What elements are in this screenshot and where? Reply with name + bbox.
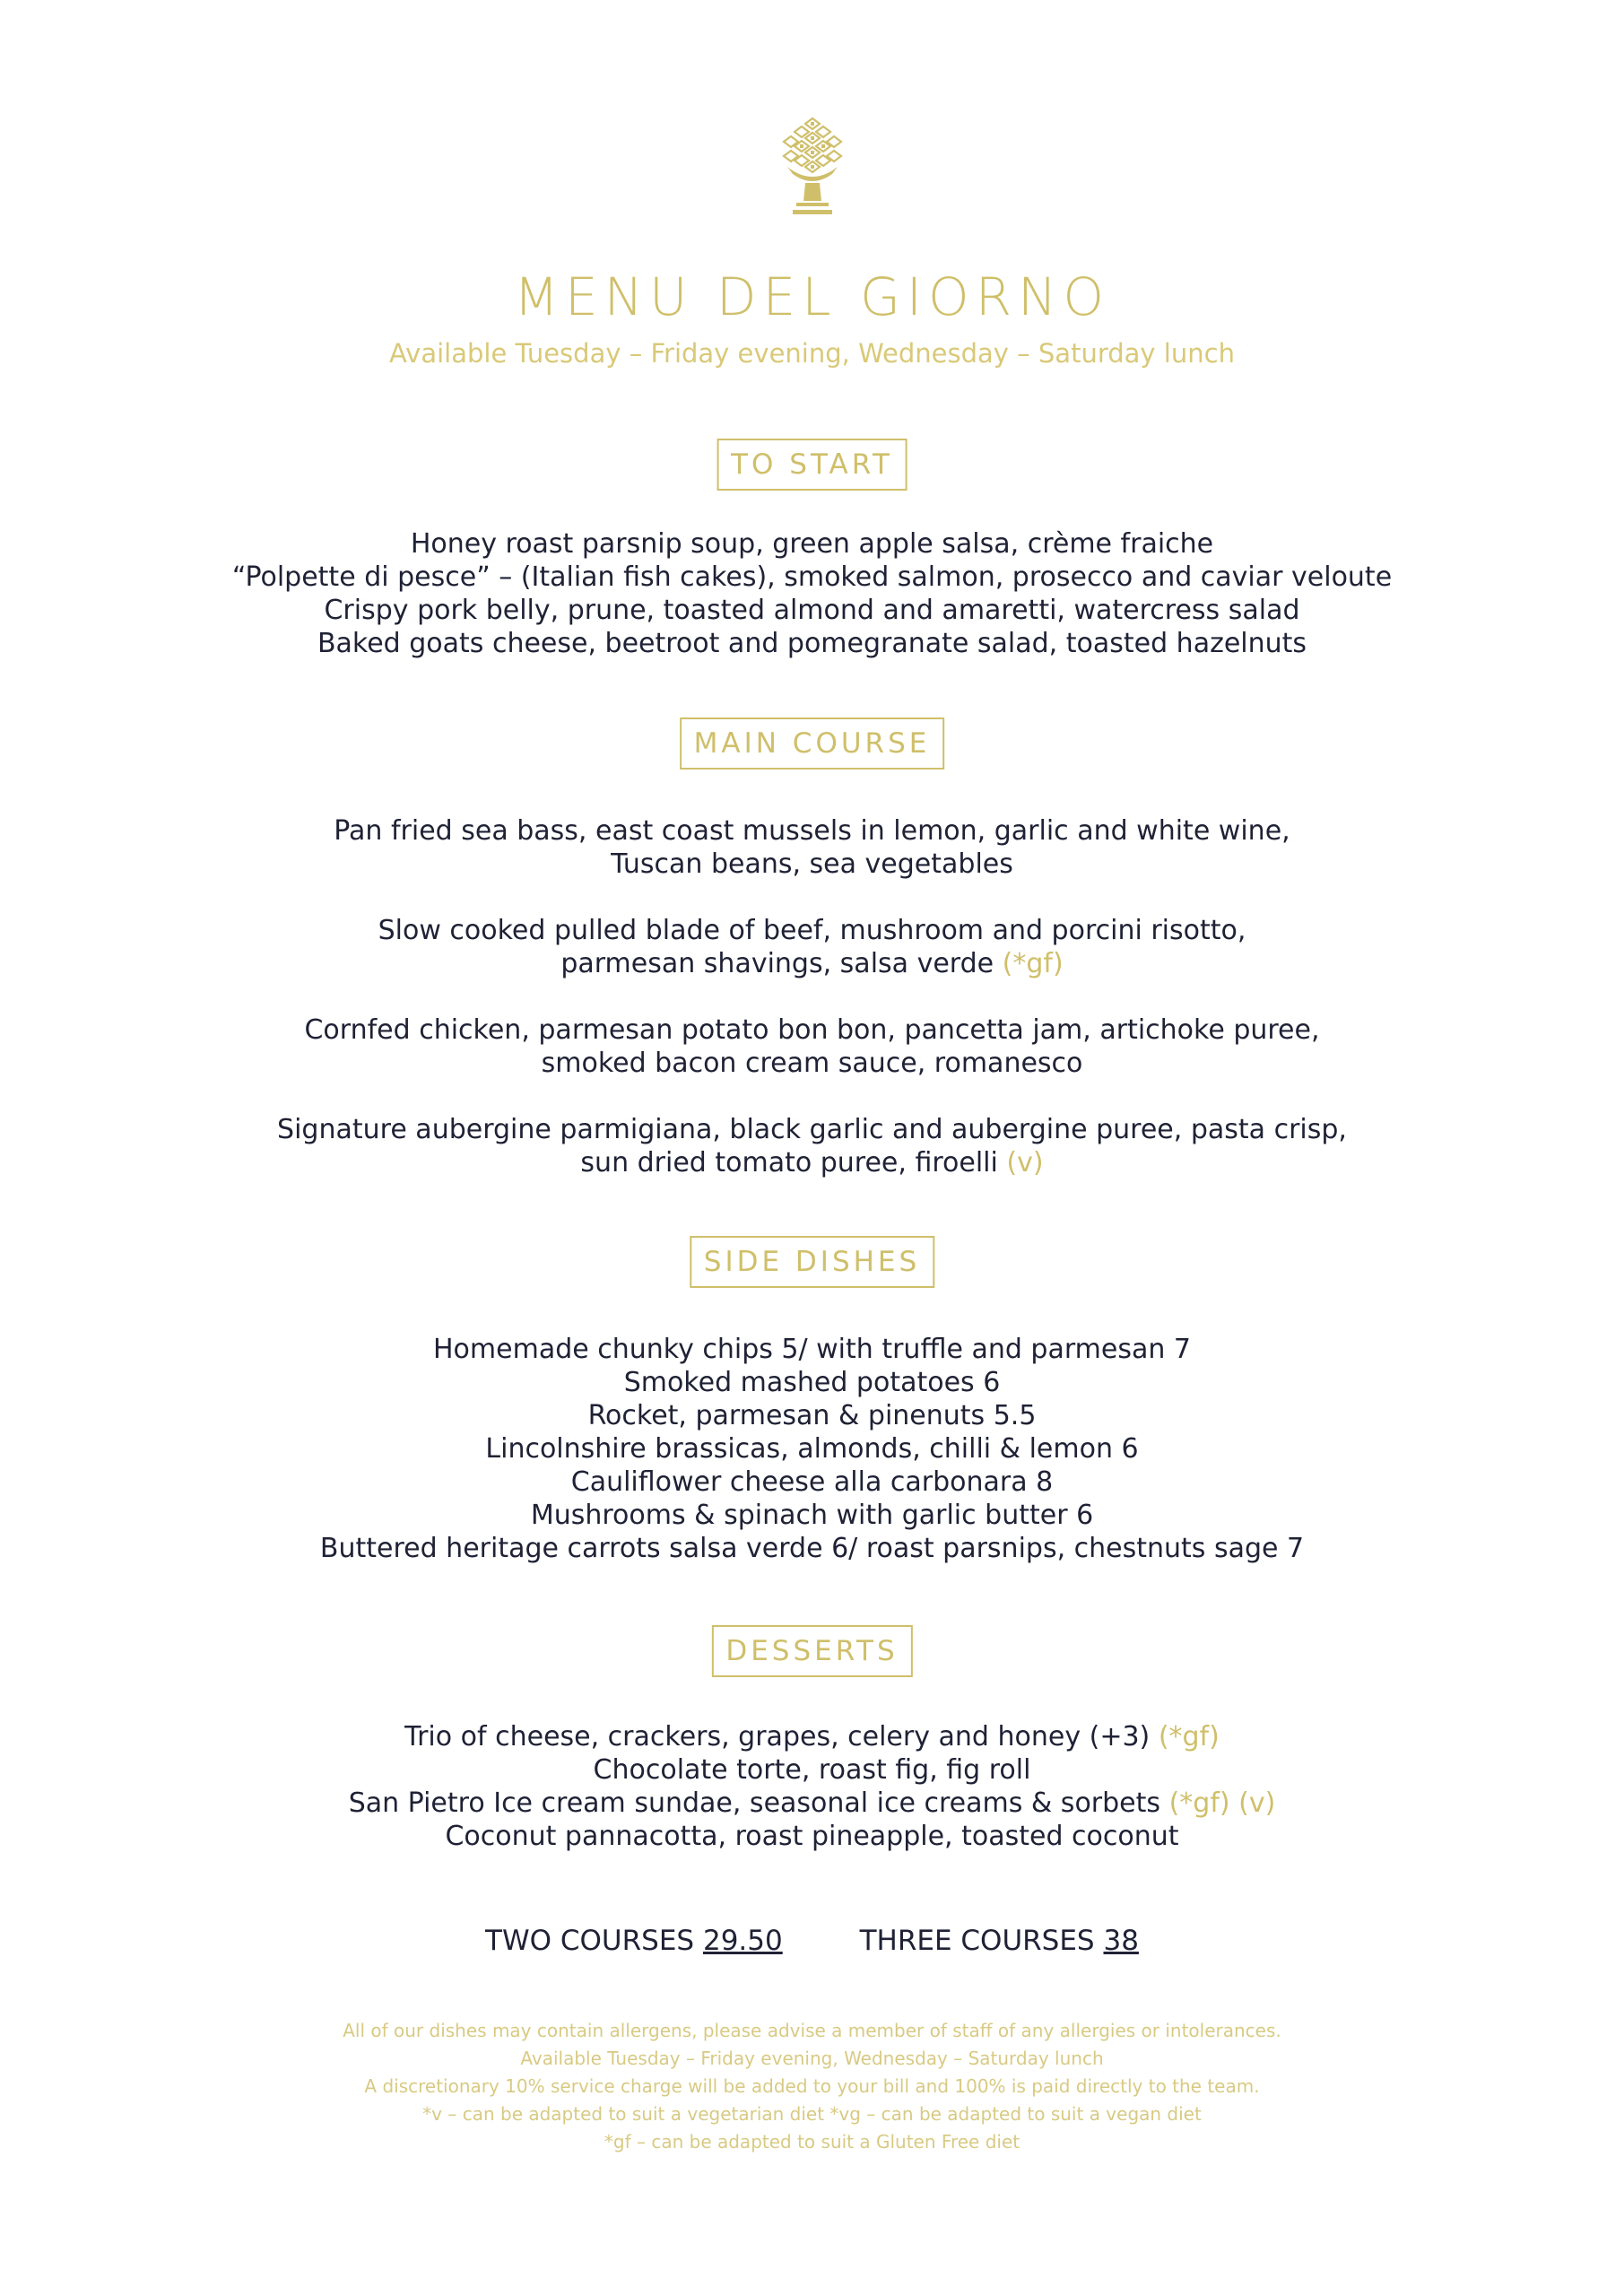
list-item (0, 1013, 1624, 1080)
section-heading-desserts: DESSERTS (711, 1625, 912, 1677)
list-item: “Polpette di pesce” – (Italian fish cakes), smoked salmon, prosecco and caviar veloute (231, 561, 1393, 593)
list-item: Cauliflower cheese alla carbonara 8 (570, 1466, 1054, 1498)
list-item: Homemade chunky chips 5/ with truffle and parmesan 7 (433, 1334, 1191, 1365)
list-item: Smoked mashed potatoes 6 (623, 1367, 1001, 1398)
footer-line: Available Tuesday – Friday evening, Wednesday – Saturday lunch (520, 2048, 1104, 2069)
two-courses-price: TWO COURSES 29.50 (485, 1925, 783, 1957)
list-item: Crispy pork belly, prune, toasted almond and amaretti, watercress salad (324, 595, 1300, 626)
list-item (0, 814, 1624, 881)
dish-line-2: sun dried tomato puree, firoelli (v) (580, 1147, 1044, 1178)
price-amount: 29.50 (702, 1925, 783, 1957)
list-item: Baked goats cheese, beetroot and pomegranate salad, toasted hazelnuts (317, 628, 1307, 659)
golden-pinecone-emblem-icon (769, 115, 855, 221)
footer-line: *gf – can be adapted to suit a Gluten Free diet (604, 2131, 1020, 2152)
dietary-tag: (*gf) (1158, 1721, 1220, 1752)
dietary-tag: (*gf) (1002, 948, 1064, 979)
allergen-footer (0, 2017, 1624, 2156)
section-heading-side-dishes: SIDE DISHES (690, 1236, 934, 1288)
section-heading-main-course: MAIN COURSE (680, 718, 945, 770)
list-item: Mushrooms & spinach with garlic butter 6 (530, 1500, 1094, 1531)
course-prices (0, 1923, 1624, 1959)
list-item: Lincolnshire brassicas, almonds, chilli & lemon 6 (485, 1433, 1139, 1465)
list-item: San Pietro Ice cream sundae, seasonal ice creams & sorbets (*gf) (v) (348, 1787, 1276, 1819)
price-amount: 38 (1103, 1925, 1139, 1957)
dish-line-2: Tuscan beans, sea vegetables (611, 848, 1013, 880)
desserts-list (0, 1720, 1624, 1853)
list-item: Trio of cheese, crackers, grapes, celery and honey (+3) (*gf) (404, 1721, 1220, 1752)
dietary-tag: (v) (1006, 1147, 1044, 1178)
list-item: Honey roast parsnip soup, green apple salsa, crème fraiche (410, 528, 1214, 560)
list-item: Chocolate torte, roast fig, fig roll (593, 1754, 1031, 1786)
footer-line: A discretionary 10% service charge will be added to your bill and 100% is paid directly to the team. (364, 2075, 1260, 2097)
list-item: Buttered heritage carrots salsa verde 6/ roast parsnips, chestnuts sage 7 (319, 1533, 1305, 1564)
list-item: Coconut pannacotta, roast pineapple, toasted coconut (445, 1821, 1179, 1852)
list-item (0, 914, 1624, 980)
dish-line-1: Slow cooked pulled blade of beef, mushroom and porcini risotto, (378, 915, 1246, 946)
dish-line-2: parmesan shavings, salsa verde (*gf) (560, 948, 1064, 979)
side-dishes-list (0, 1333, 1624, 1565)
dish-line-2: smoked bacon cream sauce, romanesco (541, 1048, 1083, 1079)
footer-line: All of our dishes may contain allergens, please advise a member of staff of any allergies or intolerances. (343, 2020, 1281, 2041)
dish-line-1: Cornfed chicken, parmesan potato bon bon, pancetta jam, artichoke puree, (304, 1014, 1320, 1046)
section-heading-to-start: TO START (716, 439, 908, 491)
main-course-list (0, 814, 1624, 1179)
dish-line-1: Pan fried sea bass, east coast mussels in lemon, garlic and white wine, (334, 815, 1290, 847)
menu-title: MENU DEL GIORNO (513, 266, 1111, 327)
list-item (0, 1113, 1624, 1179)
three-courses-price: THREE COURSES 38 (859, 1925, 1139, 1957)
menu-availability-subtitle: Available Tuesday – Friday evening, Wednesday – Saturday lunch (389, 338, 1235, 369)
list-item: Rocket, parmesan & pinenuts 5.5 (587, 1400, 1037, 1431)
dietary-tag: (*gf) (v) (1168, 1787, 1276, 1819)
footer-line: *v – can be adapted to suit a vegetarian diet *vg – can be adapted to suit a vegan diet (422, 2103, 1202, 2125)
to-start-list (0, 527, 1624, 660)
dish-line-1: Signature aubergine parmigiana, black garlic and aubergine puree, pasta crisp, (277, 1114, 1347, 1145)
